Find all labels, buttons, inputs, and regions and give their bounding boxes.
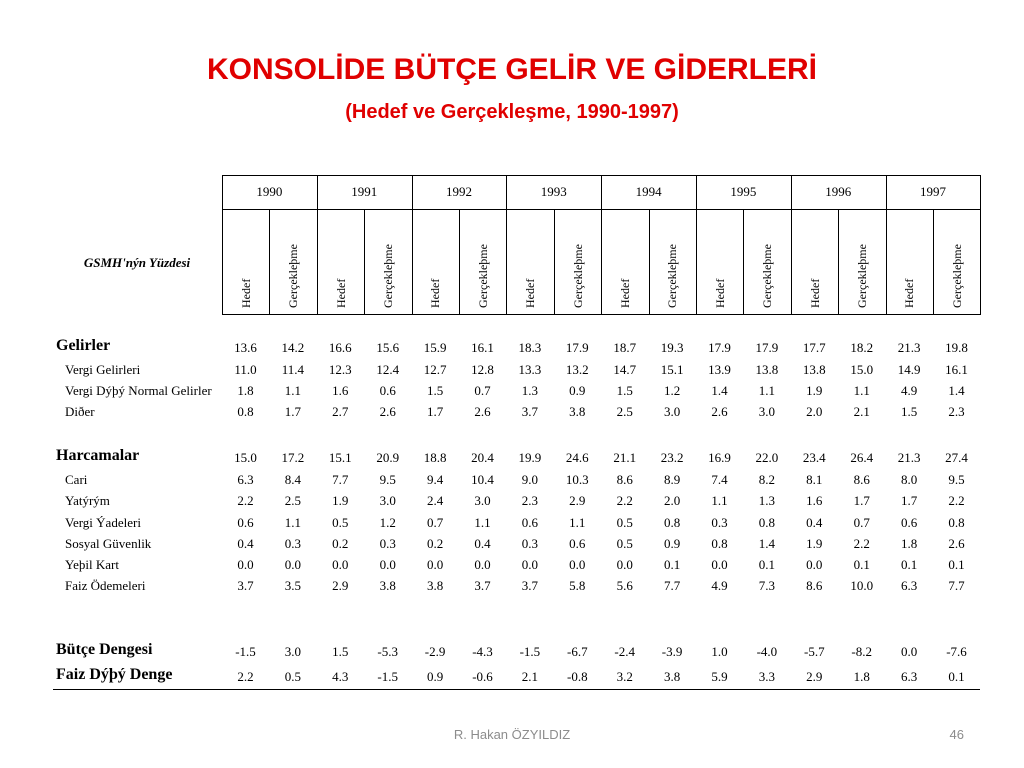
- table-cell: 19.3: [660, 340, 684, 355]
- year-header: 1991: [351, 184, 378, 199]
- table-cell: 1.0: [711, 644, 728, 659]
- table-cell: 16.1: [471, 340, 494, 355]
- table-cell: 3.8: [379, 578, 396, 593]
- table-cell: 0.1: [853, 557, 870, 572]
- table-cell: -4.0: [756, 644, 778, 659]
- header-subcolumn-separator: [649, 209, 650, 315]
- table-cell: 1.1: [569, 515, 586, 530]
- table-cell: 0.8: [237, 404, 254, 419]
- table-cell: 0.2: [332, 536, 349, 551]
- table-cell: 1.6: [806, 493, 823, 508]
- table-cell: 1.7: [284, 404, 302, 419]
- table-cell: 3.8: [569, 404, 586, 419]
- table-cell: 2.2: [616, 493, 633, 508]
- table-cell: 8.6: [616, 472, 633, 487]
- table-cell: 1.7: [900, 493, 918, 508]
- table-cell: 0.0: [284, 557, 302, 572]
- table-cell: 2.2: [853, 536, 870, 551]
- subcolumn-target-header: Hedef: [523, 278, 538, 308]
- row-label: Vergi Dýþý Normal Gelirler: [65, 383, 212, 398]
- table-cell: 21.3: [897, 450, 921, 465]
- slide-title: KONSOLİDE BÜTÇE GELİR VE GİDERLERİ: [206, 53, 818, 86]
- table-cell: 0.1: [900, 557, 918, 572]
- table-cell: 12.4: [376, 362, 400, 377]
- table-cell: 2.5: [284, 493, 302, 508]
- table-cell: 21.3: [897, 340, 921, 355]
- table-cell: 3.5: [284, 578, 302, 593]
- slide-subtitle: (Hedef ve Gerçekleşme, 1990-1997): [345, 101, 679, 123]
- table-cell: 1.8: [900, 536, 918, 551]
- table-cell: 1.3: [758, 493, 776, 508]
- table-cell: -0.6: [472, 669, 493, 684]
- table-cell: 0.0: [237, 557, 254, 572]
- table-cell: 0.3: [284, 536, 302, 551]
- row-label: Vergi Ýadeleri: [65, 515, 141, 530]
- table-cell: 18.7: [613, 340, 637, 355]
- table-cell: 1.8: [237, 383, 254, 398]
- table-cell: 1.9: [806, 536, 823, 551]
- table-cell: 7.7: [332, 472, 349, 487]
- table-cell: 1.9: [332, 493, 349, 508]
- table-cell: 13.6: [234, 340, 257, 355]
- table-cell: 1.1: [758, 383, 776, 398]
- table-cell: 12.7: [423, 362, 447, 377]
- row-label: Sosyal Güvenlik: [65, 536, 152, 551]
- table-cell: 11.0: [234, 362, 257, 377]
- table-cell: 1.3: [521, 383, 539, 398]
- table-cell: 1.8: [853, 669, 870, 684]
- table-cell: -8.2: [851, 644, 872, 659]
- table-cell: 1.5: [616, 383, 633, 398]
- table-cell: 8.6: [806, 578, 823, 593]
- table-cell: 15.6: [376, 340, 400, 355]
- table-cell: 13.8: [802, 362, 826, 377]
- table-cell: 1.7: [426, 404, 444, 419]
- table-cell: 1.5: [900, 404, 918, 419]
- budget-table: [53, 175, 981, 692]
- header-subcolumn-separator: [933, 209, 934, 315]
- table-cell: 2.9: [806, 669, 823, 684]
- year-header: 1994: [635, 184, 662, 199]
- table-cell: 9.4: [426, 472, 444, 487]
- table-cell: 0.0: [616, 557, 633, 572]
- table-cell: 1.1: [853, 383, 870, 398]
- table-cell: 0.5: [616, 515, 633, 530]
- table-cell: 2.2: [948, 493, 965, 508]
- table-cell: -4.3: [472, 644, 493, 659]
- table-cell: 1.6: [332, 383, 349, 398]
- table-cell: 1.9: [806, 383, 823, 398]
- subcolumn-actual-header: Gerçekleþme: [286, 244, 301, 308]
- row-label: Faiz Ödemeleri: [65, 578, 146, 593]
- subcolumn-actual-header: Gerçekleþme: [665, 244, 680, 308]
- table-cell: 1.4: [948, 383, 965, 398]
- subcolumn-actual-header: Gerçekleþme: [854, 244, 869, 308]
- subcolumn-target-header: Hedef: [238, 278, 253, 308]
- table-cell: 13.3: [518, 362, 542, 377]
- table-cell: 17.2: [281, 450, 305, 465]
- table-cell: 12.8: [471, 362, 494, 377]
- table-cell: 2.6: [474, 404, 491, 419]
- table-cell: 0.0: [521, 557, 539, 572]
- table-cell: 11.4: [281, 362, 305, 377]
- table-cell: 16.9: [708, 450, 731, 465]
- table-cell: 3.0: [758, 404, 776, 419]
- table-cell: -1.5: [377, 669, 398, 684]
- table-cell: 0.8: [663, 515, 681, 530]
- header-subcolumn-separator: [554, 209, 555, 315]
- table-cell: 0.6: [379, 383, 396, 398]
- table-cell: 9.0: [521, 472, 539, 487]
- row-label: Bütçe Dengesi: [56, 641, 153, 658]
- table-cell: 12.3: [328, 362, 352, 377]
- table-cell: 20.4: [471, 450, 494, 465]
- table-cell: 0.3: [521, 536, 539, 551]
- table-cell: 0.4: [474, 536, 491, 551]
- table-cell: 3.7: [521, 578, 539, 593]
- table-cell: 1.1: [711, 493, 728, 508]
- table-cell: 0.1: [948, 557, 965, 572]
- table-cell: 0.5: [332, 515, 349, 530]
- table-cell: 17.9: [755, 340, 779, 355]
- table-cell: 10.4: [471, 472, 494, 487]
- subcolumn-actual-header: Gerçekleþme: [380, 244, 395, 308]
- table-cell: 14.9: [897, 362, 921, 377]
- table-cell: 27.4: [945, 450, 968, 465]
- row-label: Harcamalar: [56, 447, 140, 464]
- table-cell: 7.7: [948, 578, 965, 593]
- table-cell: 6.3: [900, 578, 918, 593]
- table-cell: 3.3: [758, 669, 776, 684]
- table-cell: 0.1: [948, 669, 965, 684]
- table-cell: 2.4: [426, 493, 444, 508]
- table-cell: 8.6: [853, 472, 870, 487]
- table-cell: 26.4: [850, 450, 874, 465]
- table-cell: 2.6: [711, 404, 728, 419]
- table-cell: 2.5: [616, 404, 633, 419]
- table-cell: 2.9: [332, 578, 349, 593]
- table-cell: 1.5: [332, 644, 349, 659]
- table-cell: 2.6: [948, 536, 965, 551]
- subcolumn-actual-header: Gerçekleþme: [570, 244, 585, 308]
- table-cell: 0.6: [900, 515, 918, 530]
- table-cell: 2.3: [521, 493, 539, 508]
- row-label: Yeþil Kart: [65, 557, 119, 572]
- table-cell: 0.0: [806, 557, 823, 572]
- table-cell: -2.4: [614, 644, 635, 659]
- table-cell: 23.4: [802, 450, 826, 465]
- table-bottom-rule: [53, 689, 980, 690]
- subcolumn-actual-header: Gerçekleþme: [949, 244, 964, 308]
- table-cell: 3.8: [663, 669, 681, 684]
- table-cell: 0.5: [284, 669, 302, 684]
- table-cell: 0.1: [663, 557, 681, 572]
- year-header: 1995: [730, 184, 757, 199]
- table-cell: -7.6: [946, 644, 967, 659]
- table-cell: 0.0: [569, 557, 586, 572]
- table-cell: 13.8: [755, 362, 779, 377]
- header-subcolumn-separator: [743, 209, 744, 315]
- table-cell: 2.1: [853, 404, 870, 419]
- table-cell: 5.6: [616, 578, 633, 593]
- table-cell: 4.9: [900, 383, 918, 398]
- table-cell: 0.0: [426, 557, 444, 572]
- table-cell: 8.0: [900, 472, 918, 487]
- subcolumn-actual-header: Gerçekleþme: [760, 244, 775, 308]
- row-label: Faiz Dýþý Denge: [56, 666, 173, 683]
- table-cell: 3.8: [426, 578, 444, 593]
- table-cell: 0.9: [569, 383, 586, 398]
- table-cell: 15.1: [328, 450, 352, 465]
- table-cell: 0.6: [569, 536, 586, 551]
- table-cell: 16.6: [328, 340, 352, 355]
- table-cell: 0.7: [853, 515, 870, 530]
- table-cell: 15.0: [850, 362, 874, 377]
- table-cell: 8.4: [284, 472, 302, 487]
- table-cell: 5.8: [569, 578, 586, 593]
- table-cell: 7.3: [758, 578, 776, 593]
- table-cell: 18.2: [850, 340, 874, 355]
- table-cell: 15.1: [660, 362, 684, 377]
- table-cell: 9.5: [948, 472, 965, 487]
- table-cell: 0.5: [616, 536, 633, 551]
- table-cell: 13.9: [708, 362, 731, 377]
- subcolumn-target-header: Hedef: [617, 278, 632, 308]
- table-cell: -2.9: [424, 644, 446, 659]
- footer-author: R. Hakan ÖZYILDIZ: [453, 727, 571, 742]
- table-cell: 0.1: [758, 557, 776, 572]
- table-cell: -0.8: [567, 669, 588, 684]
- table-cell: 0.8: [758, 515, 776, 530]
- table-cell: -6.7: [567, 644, 588, 659]
- year-header: 1997: [919, 184, 946, 199]
- table-cell: 0.9: [426, 669, 444, 684]
- row-label: Vergi Gelirleri: [65, 362, 141, 377]
- table-cell: -5.7: [804, 644, 825, 659]
- table-cell: 4.3: [332, 669, 349, 684]
- header-year-separator: [980, 175, 981, 315]
- table-cell: 0.4: [237, 536, 254, 551]
- table-cell: 10.0: [850, 578, 874, 593]
- subcolumn-target-header: Hedef: [333, 278, 348, 308]
- table-cell: 0.0: [332, 557, 349, 572]
- table-cell: 14.7: [613, 362, 637, 377]
- table-cell: 0.7: [474, 383, 491, 398]
- table-cell: 10.3: [565, 472, 589, 487]
- table-cell: 23.2: [660, 450, 684, 465]
- header-subcolumn-separator: [459, 209, 460, 315]
- table-cell: -1.5: [235, 644, 256, 659]
- table-cell: 0.0: [900, 644, 918, 659]
- table-cell: 14.2: [281, 340, 305, 355]
- year-header: 1990: [256, 184, 283, 199]
- row-label: Diðer: [65, 404, 95, 419]
- row-label: Cari: [65, 472, 88, 487]
- table-cell: 15.0: [234, 450, 257, 465]
- table-cell: 19.9: [518, 450, 542, 465]
- table-cell: 7.7: [663, 578, 681, 593]
- table-cell: 2.2: [237, 669, 254, 684]
- year-header: 1993: [540, 184, 567, 199]
- table-cell: 2.3: [948, 404, 965, 419]
- table-cell: 6.3: [900, 669, 918, 684]
- table-cell: 0.8: [711, 536, 728, 551]
- table-cell: 1.5: [426, 383, 444, 398]
- table-cell: 1.4: [758, 536, 776, 551]
- table-cell: 0.2: [426, 536, 444, 551]
- subcolumn-target-header: Hedef: [712, 278, 727, 308]
- row-header-caption: GSMH'nýn Yüzdesi: [83, 255, 191, 270]
- table-cell: 0.3: [711, 515, 728, 530]
- year-header: 1992: [445, 184, 472, 199]
- table-cell: 1.1: [284, 383, 302, 398]
- table-cell: 17.9: [565, 340, 589, 355]
- table-cell: 6.3: [237, 472, 254, 487]
- table-cell: 0.6: [521, 515, 539, 530]
- table-cell: 1.2: [663, 383, 681, 398]
- table-cell: -5.3: [377, 644, 398, 659]
- subcolumn-target-header: Hedef: [807, 278, 822, 308]
- table-cell: 1.2: [379, 515, 396, 530]
- subcolumn-actual-header: Gerçekleþme: [475, 244, 490, 308]
- table-cell: 21.1: [613, 450, 637, 465]
- table-cell: 16.1: [945, 362, 968, 377]
- table-cell: 3.7: [237, 578, 254, 593]
- table-cell: 8.1: [806, 472, 823, 487]
- table-cell: 3.0: [379, 493, 396, 508]
- table-cell: 9.5: [379, 472, 396, 487]
- subcolumn-target-header: Hedef: [428, 278, 443, 308]
- table-cell: 0.4: [806, 515, 823, 530]
- table-cell: 3.0: [284, 644, 302, 659]
- table-cell: 17.9: [708, 340, 731, 355]
- subcolumn-target-header: Hedef: [902, 278, 917, 308]
- table-cell: 0.3: [379, 536, 396, 551]
- table-cell: 3.7: [474, 578, 491, 593]
- table-cell: 3.2: [616, 669, 633, 684]
- table-cell: 13.2: [565, 362, 589, 377]
- table-cell: 0.0: [379, 557, 396, 572]
- header-subcolumn-separator: [269, 209, 270, 315]
- table-cell: 1.1: [474, 515, 491, 530]
- table-cell: 1.4: [711, 383, 728, 398]
- table-cell: 0.8: [948, 515, 965, 530]
- table-cell: 2.0: [663, 493, 681, 508]
- table-cell: 2.9: [569, 493, 586, 508]
- table-cell: 2.0: [806, 404, 823, 419]
- table-cell: 2.6: [379, 404, 396, 419]
- table-cell: 0.0: [711, 557, 728, 572]
- table-cell: 19.8: [945, 340, 968, 355]
- table-cell: 0.9: [663, 536, 681, 551]
- table-cell: 18.3: [518, 340, 542, 355]
- table-cell: 2.7: [332, 404, 349, 419]
- table-cell: 0.7: [426, 515, 444, 530]
- table-cell: 8.2: [758, 472, 776, 487]
- table-cell: 3.0: [474, 493, 491, 508]
- table-cell: -1.5: [519, 644, 541, 659]
- year-header: 1996: [825, 184, 852, 199]
- table-cell: 15.9: [423, 340, 447, 355]
- table-cell: 1.7: [853, 493, 870, 508]
- table-cell: 2.1: [521, 669, 539, 684]
- table-cell: 0.0: [474, 557, 491, 572]
- table-cell: 2.2: [237, 493, 254, 508]
- table-cell: 3.0: [663, 404, 681, 419]
- table-cell: 8.9: [663, 472, 681, 487]
- table-cell: 1.1: [284, 515, 302, 530]
- table-cell: -3.9: [661, 644, 683, 659]
- page-number: 46: [949, 727, 964, 742]
- table-cell: 17.7: [802, 340, 826, 355]
- row-label: Gelirler: [56, 337, 111, 354]
- table-cell: 20.9: [376, 450, 400, 465]
- table-cell: 18.8: [423, 450, 447, 465]
- table-cell: 4.9: [711, 578, 728, 593]
- table-cell: 24.6: [565, 450, 589, 465]
- row-label: Yatýrým: [65, 493, 110, 508]
- table-cell: 7.4: [711, 472, 728, 487]
- table-cell: 5.9: [711, 669, 728, 684]
- table-cell: 3.7: [521, 404, 539, 419]
- table-cell: 22.0: [755, 450, 779, 465]
- table-cell: 0.6: [237, 515, 254, 530]
- header-subcolumn-separator: [364, 209, 365, 315]
- header-subcolumn-separator: [838, 209, 839, 315]
